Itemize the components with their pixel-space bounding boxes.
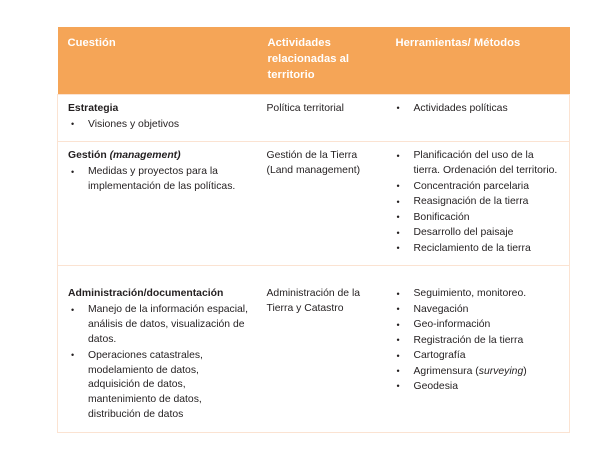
row-spacer-cell — [386, 266, 570, 281]
row-gestion-title-italic: (management) — [109, 150, 181, 162]
row-administracion-cuestion-cell — [58, 280, 258, 432]
list-item: • Visiones y objetivos — [68, 118, 250, 133]
row-estrategia-actividades-cell — [258, 94, 386, 141]
row-gestion-title — [68, 149, 250, 164]
list-item: • Reasignación de la tierra — [394, 195, 562, 210]
row-administracion-title: Administración/documentación — [68, 288, 224, 300]
list-item: • Bonificación — [394, 211, 562, 226]
row-gestion-title-main: Gestión — [68, 150, 107, 162]
list-item: • Registración de la tierra — [394, 334, 562, 349]
row-gestion-actividades-text: Gestión de la Tierra (Land management) — [266, 150, 361, 177]
row-spacer — [58, 266, 570, 281]
list-item: • Planificación del uso de la tierra. Ordenación del territorio. — [394, 149, 562, 179]
list-item: • Geodesia — [394, 380, 562, 395]
table-header — [58, 27, 570, 94]
list-item-text-agrimensura-italic: surveying — [478, 365, 524, 377]
table-container — [57, 27, 569, 433]
row-estrategia-title: Estrategia — [68, 102, 119, 114]
row-spacer-cell — [258, 266, 386, 281]
row-estrategia-herramientas-list — [394, 102, 562, 117]
row-administracion-herramientas-list — [394, 287, 562, 395]
column-header-cuestion: Cuestión — [58, 27, 258, 94]
list-item: • Actividades políticas — [394, 102, 562, 117]
row-estrategia-cuestion-cell — [58, 94, 258, 141]
row-administracion-bullet-list — [68, 303, 250, 423]
column-header-actividades: Actividades relacionadas al territorio — [258, 27, 386, 94]
row-spacer-cell — [58, 266, 258, 281]
table-row — [58, 94, 570, 141]
row-gestion-actividades-cell — [258, 142, 386, 266]
list-item: • Cartografía — [394, 349, 562, 364]
column-header-herramientas: Herramientas/ Métodos — [386, 27, 570, 94]
list-item — [394, 365, 562, 380]
row-administracion-actividades-text: Administración de la Tierra y Catastro — [266, 288, 361, 315]
list-item-text-agrimensura-prefix: Agrimensura ( — [413, 365, 479, 377]
list-item: • Navegación — [394, 303, 562, 318]
row-estrategia-actividades-text: Política territorial — [266, 102, 344, 114]
row-administracion-actividades-cell — [258, 280, 386, 432]
row-gestion-cuestion-cell — [58, 142, 258, 266]
list-item-text-agrimensura-suffix: ) — [523, 365, 527, 377]
row-gestion-herramientas-list — [394, 149, 562, 256]
table-body — [58, 94, 570, 432]
list-item: • Reciclamiento de la tierra — [394, 242, 562, 257]
row-administracion-herramientas-cell — [386, 280, 570, 432]
row-estrategia-bullet-list — [68, 118, 250, 133]
table-header-row — [58, 27, 570, 94]
list-item: • Operaciones catastrales, modelamiento de datos, adquisición de datos, mantenimiento de datos, distribución de datos — [68, 349, 250, 424]
list-item: • Desarrollo del paisaje — [394, 226, 562, 241]
list-item: • Manejo de la información espacial, análisis de datos, visualización de datos. — [68, 303, 250, 348]
list-item: • Seguimiento, monitoreo. — [394, 287, 562, 302]
list-item: • Medidas y proyectos para la implementación de las políticas. — [68, 165, 250, 195]
row-estrategia-herramientas-cell — [386, 94, 570, 141]
list-item: • Geo-información — [394, 318, 562, 333]
land-management-matrix-table — [57, 27, 570, 433]
table-row — [58, 280, 570, 432]
row-gestion-bullet-list — [68, 165, 250, 195]
table-row — [58, 142, 570, 266]
list-item: • Concentración parcelaria — [394, 180, 562, 195]
row-gestion-herramientas-cell — [386, 142, 570, 266]
